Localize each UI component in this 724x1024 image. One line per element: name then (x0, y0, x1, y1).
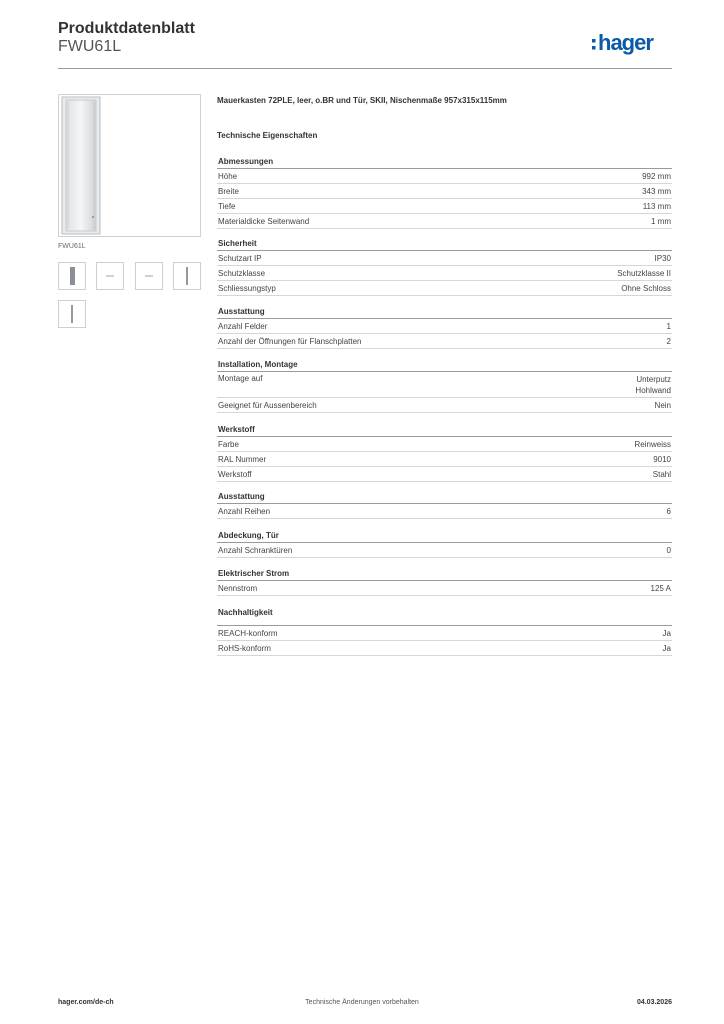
product-description: Mauerkasten 72PLE, leer, o.BR und Tür, SKII, Nischenmaße 957x315x115mm (217, 96, 507, 105)
section-title: Installation, Montage (217, 359, 672, 372)
property-row (217, 334, 672, 349)
property-label: Montage auf (218, 374, 263, 383)
property-value: 6 (666, 507, 671, 516)
section-title: Abmessungen (217, 156, 672, 169)
section-dimensions (217, 156, 672, 229)
property-label: Materialdicke Seitenwand (218, 217, 310, 226)
drawing-icon (59, 301, 85, 327)
property-row (217, 319, 672, 334)
property-value: 1 mm (651, 217, 671, 226)
property-value: Nein (654, 401, 671, 410)
property-value: Ja (662, 644, 671, 653)
footer-date: 04.03.2026 (636, 999, 672, 1006)
section-material (217, 424, 672, 482)
section-equipment-rows (217, 491, 672, 519)
page-title: Produktdatenblatt (58, 20, 195, 37)
property-label: Schliessungstyp (218, 284, 276, 293)
property-row (217, 467, 672, 482)
property-value: Unterputz Hohlwand (635, 375, 671, 395)
property-row (217, 641, 672, 656)
section-title: Sicherheit (217, 238, 672, 251)
property-value: 992 mm (642, 172, 671, 181)
property-label: REACH-konform (218, 629, 278, 638)
property-value: 9010 (653, 455, 671, 464)
section-title: Abdeckung, Tür (217, 530, 672, 543)
property-label: Farbe (218, 440, 239, 449)
property-value: 1 (666, 322, 671, 331)
drawing-icon (174, 263, 200, 289)
section-title: Nachhaltigkeit (218, 608, 273, 617)
header-divider (58, 68, 672, 69)
property-label: Anzahl Reihen (218, 507, 271, 516)
property-value: Stahl (652, 470, 671, 479)
property-row (217, 372, 672, 398)
property-row (217, 199, 672, 214)
property-value: 343 mm (642, 187, 671, 196)
property-value: Reinweiss (634, 440, 671, 449)
property-row (217, 452, 672, 467)
property-label: Nennstrom (218, 584, 258, 593)
property-row (217, 543, 672, 558)
property-label: Höhe (218, 172, 238, 181)
property-value: Ohne Schloss (621, 284, 671, 293)
section-safety (217, 238, 672, 296)
image-caption: FWU61L (58, 243, 86, 250)
product-code: FWU61L (58, 38, 122, 55)
property-label: Breite (218, 187, 239, 196)
thumbnail-dimension-side[interactable] (135, 262, 163, 290)
property-value: 2 (666, 337, 671, 346)
property-value: Ja (662, 629, 671, 638)
section-electric-current (217, 568, 672, 596)
property-row (217, 214, 672, 229)
footer-website-link[interactable]: hager.com/de-ch (58, 999, 114, 1006)
thumbnail-drawing-1[interactable] (173, 262, 201, 290)
cabinet-icon (59, 263, 85, 289)
property-label: Tiefe (218, 202, 236, 211)
property-label: Schutzklasse (218, 269, 266, 278)
section-cover-door (217, 530, 672, 558)
svg-text:hager: hager (598, 30, 653, 55)
section-installation (217, 359, 672, 413)
property-row (217, 626, 672, 641)
section-sustainability (217, 607, 672, 656)
section-title: Ausstattung (217, 306, 672, 319)
cabinet-illustration (59, 95, 200, 236)
property-row (217, 266, 672, 281)
thumbnail-drawing-2[interactable] (58, 300, 86, 328)
property-row (217, 169, 672, 184)
property-row (217, 437, 672, 452)
property-value: Schutzklasse II (617, 269, 671, 278)
property-row (217, 281, 672, 296)
property-label: Schutzart IP (218, 254, 262, 263)
property-label: Anzahl der Öffnungen für Flanschplatten (218, 337, 362, 346)
property-label: Anzahl Felder (218, 322, 268, 331)
property-row (217, 581, 672, 596)
dimension-icon (97, 263, 123, 289)
property-value: 113 mm (642, 202, 671, 211)
section-title: Ausstattung (217, 491, 672, 504)
property-row (217, 251, 672, 266)
property-row (217, 184, 672, 199)
property-row (217, 398, 672, 413)
property-label: Geeignet für Aussenbereich (218, 401, 317, 410)
footer-disclaimer: Technische Änderungen vorbehalten (305, 999, 419, 1006)
thumbnail-product[interactable] (58, 262, 86, 290)
dimension-icon (136, 263, 162, 289)
hager-logo (592, 28, 674, 58)
property-label: Werkstoff (218, 470, 252, 479)
section-title: Werkstoff (217, 424, 672, 437)
property-label: RoHS-konform (218, 644, 271, 653)
section-equipment (217, 306, 672, 349)
property-label: RAL Nummer (218, 455, 267, 464)
property-value: 0 (666, 546, 671, 555)
property-value: IP30 (654, 254, 671, 263)
technical-properties-heading: Technische Eigenschaften (217, 131, 318, 140)
property-row (217, 504, 672, 519)
property-label: Anzahl Schranktüren (218, 546, 293, 555)
property-value: 125 A (650, 584, 671, 593)
product-image[interactable] (58, 94, 201, 237)
section-title: Elektrischer Strom (217, 568, 672, 581)
thumbnail-dimension-front[interactable] (96, 262, 124, 290)
